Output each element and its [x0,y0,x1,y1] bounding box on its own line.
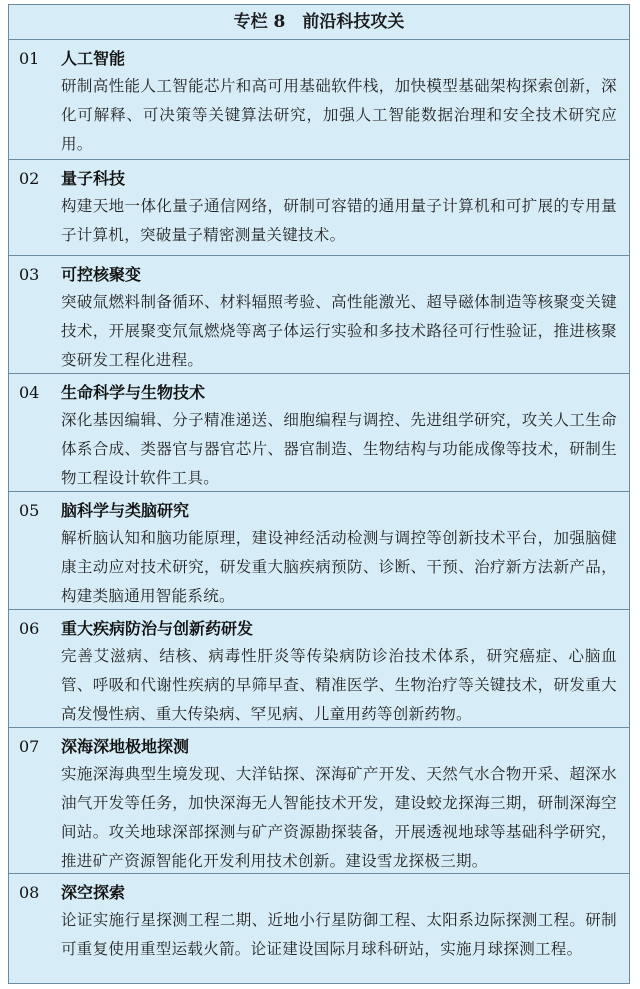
section-body: 构建天地一体化量子通信网络，研制可容错的通用量子计算机和可扩展的专用量子计算机，突破量子精密测量关键技术。 [61,197,617,244]
section-title: 重大疾病防治与创新药研发 [61,619,254,638]
column-title: 专栏 8 前沿科技攻关 [9,5,629,40]
section-number: 06 [19,619,40,638]
section-number: 05 [19,501,40,520]
section-heading [19,734,617,760]
section-heading [19,166,617,192]
section-number: 08 [19,883,40,902]
section-body: 突破氚燃料制备循环、材料辐照考验、高性能激光、超导磁体制造等核聚变关键技术，开展聚变氘氚燃烧等离子体运行实验和多技术路径可行性验证，推进核聚变研发工程化进程。 [61,293,617,369]
section-title: 人工智能 [61,49,126,68]
section-body: 深化基因编辑、分子精准递送、细胞编程与调控、先进组学研究，攻关人工生命体系合成、类器官与器官芯片、器官制造、生物结构与功能成像等技术，研制生物工程设计软件工具。 [61,411,617,487]
section-04 [9,374,629,492]
section-heading [19,46,617,72]
section-03 [9,256,629,374]
section-body: 完善艾滋病、结核、病毒性肝炎等传染病防诊治技术体系，研究癌症、心脑血管、呼吸和代谢性疾病的早筛早查、精准医学、生物治疗等关键技术，研发重大高发慢性病、重大传染病、罕见病、儿童用药等创新药物。 [61,647,617,723]
section-heading [19,880,617,906]
column-box [8,4,630,984]
section-06 [9,610,629,728]
section-number: 07 [19,737,40,756]
section-body: 研制高性能人工智能芯片和高可用基础软件栈，加快模型基础架构探索创新，深化可解释、可决策等关键算法研究，加强人工智能数据治理和安全技术研究应用。 [61,77,617,153]
section-number: 03 [19,265,40,284]
section-07 [9,728,629,874]
section-heading [19,380,617,406]
section-01 [9,40,629,160]
section-heading [19,498,617,524]
section-heading [19,616,617,642]
section-number: 01 [19,49,40,68]
section-title: 深海深地极地探测 [61,737,190,756]
section-title: 深空探索 [61,883,126,902]
section-title: 脑科学与类脑研究 [61,501,190,520]
section-number: 04 [19,383,40,402]
section-body: 论证实施行星探测工程二期、近地小行星防御工程、太阳系边际探测工程。研制可重复使用重型运载火箭。论证建设国际月球科研站，实施月球探测工程。 [61,911,617,958]
section-title: 量子科技 [61,169,126,188]
section-title: 生命科学与生物技术 [61,383,206,402]
section-title: 可控核聚变 [61,265,142,284]
section-02 [9,160,629,256]
section-05 [9,492,629,610]
section-number: 02 [19,169,40,188]
section-08 [9,874,629,984]
section-body: 实施深海典型生境发现、大洋钻探、深海矿产开发、天然气水合物开采、超深水油气开发等任务，加快深海无人智能技术开发，建设蛟龙探海三期，研制深海空间站。攻关地球深部探测与矿产资源勘探装备，开展透视地球等基础科学研究，推进矿产资源智能化开发利用技术创新。建设雪龙探极三期。 [61,765,617,870]
section-heading [19,262,617,288]
section-body: 解析脑认知和脑功能原理，建设神经活动检测与调控等创新技术平台，加强脑健康主动应对技术研究，研发重大脑疾病预防、诊断、干预、治疗新方法新产品，构建类脑通用智能系统。 [61,529,617,605]
